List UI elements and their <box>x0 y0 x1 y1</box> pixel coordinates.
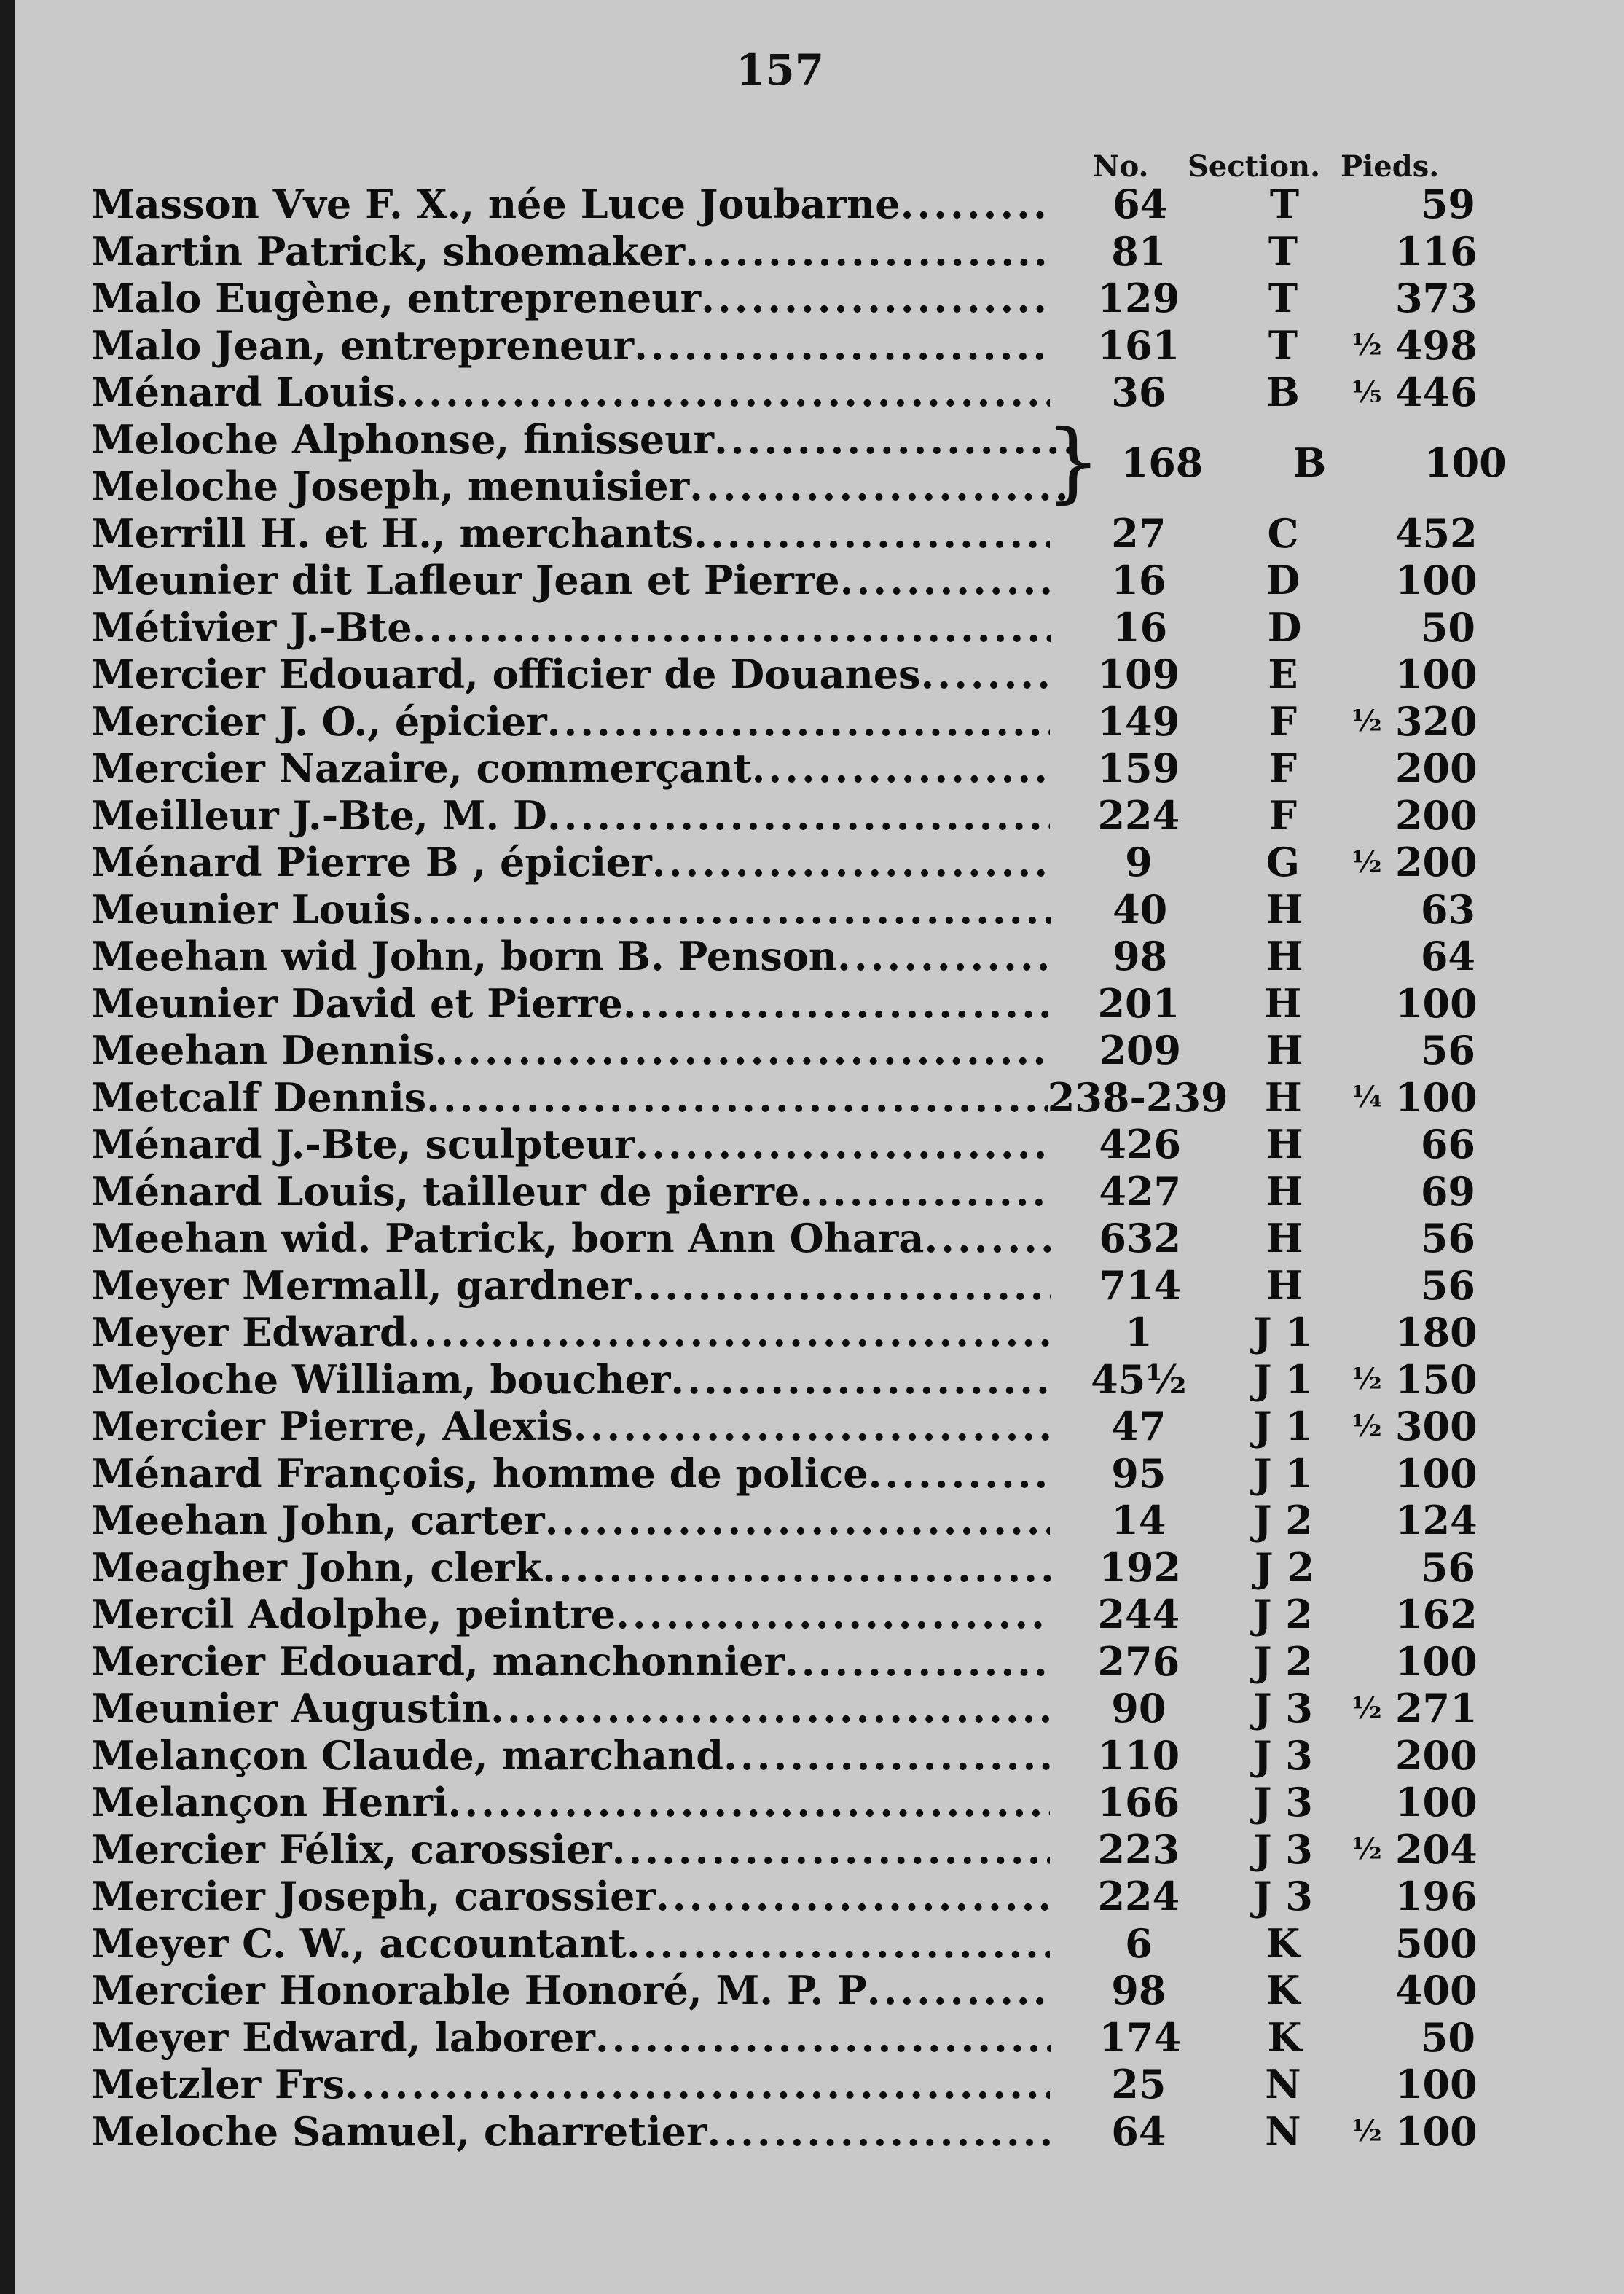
entry-pieds: 150 <box>1394 1355 1478 1403</box>
entry-number: 45½ <box>1091 1355 1187 1403</box>
entry-section: J 2 <box>1252 1591 1313 1638</box>
entry-pieds: 100 <box>1394 1449 1478 1497</box>
entry-section: B <box>1292 439 1327 486</box>
entry-pieds: 56 <box>1420 1543 1475 1591</box>
entry-number: 64 <box>1111 2107 1166 2155</box>
entry-pieds: 300 <box>1394 1403 1478 1450</box>
entry-pieds: 116 <box>1394 227 1478 275</box>
dot-leader <box>701 275 1049 321</box>
entry-row <box>91 275 1478 322</box>
dot-leader <box>868 1450 1050 1497</box>
entry-number: 16 <box>1113 603 1168 651</box>
entry-number: 159 <box>1097 745 1180 792</box>
dot-leader <box>631 1262 1051 1309</box>
entry-fraction: ½ <box>1352 704 1382 739</box>
entry-pieds: 50 <box>1420 2013 1475 2061</box>
entry-section: J 3 <box>1252 1685 1313 1732</box>
entry-name: Meunier dit Lafleur Jean et Pierre <box>91 557 840 604</box>
entry-name: Meagher John, clerk <box>91 1543 543 1591</box>
dot-leader <box>840 557 1050 603</box>
entry-number: 166 <box>1097 1779 1180 1826</box>
entry-name: Meyer Edward, laborer <box>91 2013 595 2061</box>
entry-name: Ménard Louis <box>91 369 396 416</box>
entry-section: H <box>1266 1121 1303 1168</box>
entry-section: H <box>1264 979 1302 1027</box>
entry-row <box>91 745 1478 792</box>
entry-row <box>91 1168 1475 1215</box>
entry-row <box>91 1731 1478 1780</box>
entry-row <box>91 1779 1478 1826</box>
dot-leader <box>623 980 1050 1027</box>
entry-name: Malo Eugène, entrepreneur <box>91 275 702 322</box>
dot-leader <box>689 463 1071 509</box>
directory-entries <box>91 181 1507 2155</box>
entry-row <box>91 1637 1478 1686</box>
entry-number: 109 <box>1097 651 1180 698</box>
entry-fraction: ½ <box>1352 1691 1382 1726</box>
dot-leader <box>396 369 1050 415</box>
entry-number: 110 <box>1097 1731 1180 1779</box>
entry-pieds: 56 <box>1420 1027 1475 1074</box>
entry-number: 714 <box>1099 1261 1182 1309</box>
entry-section: N <box>1265 2061 1301 2108</box>
entry-row <box>91 2061 1478 2108</box>
entry-pieds: 271 <box>1394 1685 1478 1732</box>
dot-leader <box>612 1826 1050 1873</box>
dot-leader <box>447 1779 1049 1825</box>
entry-name: Metcalf Dennis <box>91 1073 427 1121</box>
entry-group <box>91 181 1478 416</box>
dot-leader <box>670 1356 1049 1403</box>
dot-leader <box>434 1027 1051 1073</box>
right-brace: } <box>1046 412 1102 513</box>
entry-pieds: 196 <box>1394 1873 1478 1920</box>
entry-number: 238-239 <box>1047 1073 1228 1121</box>
entry-section: H <box>1266 1027 1303 1074</box>
entry-fraction: ½ <box>1352 2114 1382 2149</box>
entry-section: J 1 <box>1252 1309 1313 1356</box>
entry-pieds: 162 <box>1394 1591 1478 1638</box>
entry-row <box>91 1919 1478 1968</box>
dot-leader <box>542 1544 1051 1591</box>
entry-number: 6 <box>1125 1919 1153 1967</box>
entry-number: 244 <box>1097 1591 1180 1638</box>
entry-row <box>91 1262 1475 1310</box>
entry-name: Meyer Edward <box>91 1309 407 1356</box>
entry-section: E <box>1268 651 1298 698</box>
entry-pieds: 66 <box>1420 1121 1475 1168</box>
entry-number: 209 <box>1099 1027 1182 1074</box>
entry-pieds: 69 <box>1420 1167 1475 1215</box>
entry-name: Ménard Pierre B , épicier <box>91 839 652 886</box>
entry-name: Metzler Frs <box>91 2061 345 2108</box>
entry-name: Meilleur J.-Bte, M. D <box>91 791 547 839</box>
entry-section: C <box>1267 509 1299 557</box>
entry-row <box>91 557 1478 604</box>
entry-section: J 1 <box>1252 1355 1313 1403</box>
entry-pieds: 56 <box>1420 1215 1475 1262</box>
column-header-section: Section. <box>1188 149 1321 184</box>
entry-row <box>91 321 1478 369</box>
entry-name: Meloche William, boucher <box>91 1355 671 1403</box>
dot-leader <box>694 510 1049 557</box>
entry-name: Ménard J.-Bte, sculpteur <box>91 1121 635 1168</box>
entry-section: J 3 <box>1252 1825 1313 1873</box>
entry-pieds: 446 <box>1394 369 1478 416</box>
entry-section: K <box>1267 2013 1302 2061</box>
entry-name: Mercier Honorable Honoré, M. P. P <box>91 1967 867 2014</box>
entry-pieds: 100 <box>1394 2061 1478 2108</box>
entry-pieds: 200 <box>1394 839 1478 886</box>
entry-number: 98 <box>1111 1967 1166 2014</box>
dot-leader <box>837 933 1051 979</box>
entry-number: 14 <box>1111 1497 1166 1544</box>
entry-name: Masson Vve F. X., née Luce Joubarne <box>91 181 901 228</box>
entry-name: Meloche Joseph, menuisier <box>91 463 690 510</box>
entry-section: H <box>1266 1215 1303 1262</box>
dot-leader <box>901 181 1051 227</box>
entry-name: Meyer C. W., accountant <box>91 1919 627 1967</box>
dot-leader <box>547 792 1050 839</box>
entry-row <box>91 1355 1478 1404</box>
entry-name: Mercier Edouard, officier de Douanes <box>91 651 921 698</box>
entry-row <box>91 1497 1478 1544</box>
entry-section: J 1 <box>1252 1403 1313 1450</box>
entry-section: J 2 <box>1255 1543 1314 1591</box>
entry-pieds: 124 <box>1394 1497 1478 1544</box>
dot-leader <box>924 1215 1051 1261</box>
entry-pieds: 204 <box>1394 1825 1478 1873</box>
entry-row <box>91 697 1478 745</box>
dot-leader <box>412 604 1051 651</box>
entry-name: Meehan wid John, born B. Penson <box>91 933 838 980</box>
entry-name: Ménard François, homme de police <box>91 1449 868 1497</box>
dot-leader <box>685 228 1050 275</box>
entry-name: Merrill H. et H., merchants <box>91 509 694 557</box>
dot-leader <box>723 1732 1050 1779</box>
entry-row <box>91 933 1475 980</box>
entry-name: Mercier Nazaire, commerçant <box>91 745 752 792</box>
entry-number: 223 <box>1097 1825 1180 1873</box>
bracketed-names <box>91 416 1071 510</box>
entry-name: Meloche Alphonse, finisseur <box>91 415 714 463</box>
dot-leader <box>627 1920 1050 1967</box>
entry-name: Meunier David et Pierre <box>91 979 623 1027</box>
entry-pieds: 498 <box>1394 321 1478 369</box>
entry-row <box>91 1825 1478 1874</box>
entry-section: H <box>1264 1073 1302 1121</box>
entry-pieds: 100 <box>1394 557 1478 604</box>
dot-leader <box>652 839 1050 885</box>
entry-section: F <box>1268 745 1298 792</box>
entry-section: F <box>1268 697 1298 745</box>
entry-name: Métivier J.-Bte <box>91 603 412 651</box>
dot-leader <box>714 416 1071 463</box>
entry-name: Meehan John, carter <box>91 1497 545 1544</box>
entry-section: F <box>1268 791 1298 839</box>
entry-pieds: 59 <box>1420 181 1475 228</box>
entry-group <box>91 509 1478 2156</box>
entry-name: Meunier Louis <box>91 885 411 933</box>
entry-number: 25 <box>1111 2061 1166 2108</box>
entry-number: 168 <box>1121 439 1204 486</box>
entry-row <box>91 1121 1475 1168</box>
bracketed-name-row <box>91 416 1071 463</box>
entry-section: J 3 <box>1252 1731 1313 1779</box>
entry-section: J 2 <box>1252 1497 1313 1544</box>
entry-name: Mercier Pierre, Alexis <box>91 1403 573 1450</box>
entry-row <box>91 604 1475 651</box>
entry-section: B <box>1266 369 1300 416</box>
entry-name: Malo Jean, entrepreneur <box>91 321 635 369</box>
entry-fraction: ½ <box>1352 1832 1382 1867</box>
entry-name: Meehan Dennis <box>91 1027 435 1074</box>
entry-row <box>91 1073 1478 1121</box>
dot-leader <box>752 745 1050 791</box>
bracketed-name-row <box>91 463 1071 510</box>
entry-section: J 3 <box>1252 1873 1313 1920</box>
entry-row <box>91 1309 1478 1356</box>
entry-pieds: 200 <box>1394 1731 1478 1779</box>
dot-leader <box>656 1873 1050 1919</box>
entry-pieds: 180 <box>1394 1309 1478 1356</box>
entry-pieds: 64 <box>1420 933 1475 980</box>
entry-pieds: 200 <box>1394 745 1478 792</box>
entry-row <box>91 2014 1475 2062</box>
entry-number: 192 <box>1099 1543 1182 1591</box>
entry-pieds: 100 <box>1394 979 1478 1027</box>
entry-pieds: 100 <box>1394 2107 1478 2155</box>
entry-row <box>91 1685 1478 1732</box>
entry-number: 149 <box>1097 697 1180 745</box>
entry-name: Meunier Augustin <box>91 1685 491 1732</box>
entry-row <box>91 509 1478 557</box>
entry-number: 40 <box>1113 885 1168 933</box>
entry-section: G <box>1266 839 1300 886</box>
dot-leader <box>616 1591 1050 1637</box>
entry-name: Mercier Edouard, manchonnier <box>91 1637 785 1685</box>
entry-number: 224 <box>1097 791 1180 839</box>
entry-number: 27 <box>1111 509 1166 557</box>
dot-leader <box>634 322 1049 369</box>
entry-row <box>91 181 1475 228</box>
entry-row <box>91 1027 1475 1074</box>
entry-fraction: ½ <box>1352 1362 1382 1397</box>
entry-fraction: ½ <box>1352 845 1382 880</box>
entry-number: 36 <box>1111 369 1166 416</box>
column-header-no: No. <box>1093 149 1149 184</box>
entry-name: Martin Patrick, shoemaker <box>91 227 686 275</box>
entry-pieds: 500 <box>1394 1919 1478 1967</box>
entry-number: 64 <box>1113 181 1168 228</box>
entry-row <box>91 1967 1478 2014</box>
entry-row <box>91 979 1478 1027</box>
dot-leader <box>407 1309 1050 1355</box>
entry-pieds: 100 <box>1394 1637 1478 1685</box>
dot-leader <box>785 1638 1050 1685</box>
entry-number: 1 <box>1125 1309 1153 1356</box>
entry-fraction: ½ <box>1352 328 1382 363</box>
dot-leader <box>345 2061 1049 2107</box>
entry-number: 201 <box>1097 979 1180 1027</box>
column-header-pieds: Pieds. <box>1341 149 1440 184</box>
entry-row <box>91 1215 1475 1262</box>
dot-leader <box>799 1168 1051 1215</box>
entry-section: H <box>1266 885 1303 933</box>
entry-number: 276 <box>1097 1637 1180 1685</box>
entry-section: T <box>1268 275 1298 322</box>
entry-name: Meyer Mermall, gardner <box>91 1261 632 1309</box>
entry-name: Meehan wid. Patrick, born Ann Ohara <box>91 1215 925 1262</box>
entry-section: H <box>1266 933 1303 980</box>
entry-section: J 1 <box>1252 1449 1313 1497</box>
entry-pieds: 50 <box>1420 603 1475 651</box>
entry-pieds: 100 <box>1394 1779 1478 1826</box>
entry-number: 16 <box>1111 557 1166 604</box>
entry-name: Melançon Henri <box>91 1779 448 1826</box>
entry-row <box>91 1591 1478 1638</box>
entry-section: K <box>1266 1967 1301 2014</box>
dot-leader <box>920 651 1049 697</box>
entry-number: 98 <box>1113 933 1168 980</box>
entry-number: 95 <box>1111 1449 1166 1497</box>
page-number: 157 <box>736 45 825 95</box>
entry-pieds: 63 <box>1420 885 1475 933</box>
dot-leader <box>426 1074 1048 1121</box>
entry-pieds: 320 <box>1394 697 1478 745</box>
entry-number: 632 <box>1099 1215 1182 1262</box>
entry-number: 9 <box>1125 839 1153 886</box>
entry-number: 161 <box>1097 321 1180 369</box>
dot-leader <box>545 1497 1050 1543</box>
entry-row <box>91 369 1478 416</box>
entry-pieds: 100 <box>1394 651 1478 698</box>
entry-pieds: 100 <box>1424 439 1507 486</box>
entry-section: J 2 <box>1252 1637 1313 1685</box>
entry-section: T <box>1269 181 1300 228</box>
entry-number: 224 <box>1097 1873 1180 1920</box>
entry-row <box>91 227 1478 275</box>
entry-row <box>91 651 1478 698</box>
entry-pieds: 400 <box>1394 1967 1478 2014</box>
entry-row <box>91 1873 1478 1920</box>
entry-pieds: 56 <box>1420 1261 1475 1309</box>
entry-number: 81 <box>1111 227 1166 275</box>
entry-section: J 3 <box>1252 1779 1313 1826</box>
entry-section: D <box>1266 557 1301 604</box>
entry-name: Mercier J. O., épicier <box>91 697 547 745</box>
entry-number: 90 <box>1111 1685 1166 1732</box>
entry-row <box>91 886 1475 933</box>
entry-pieds: 100 <box>1394 1073 1478 1121</box>
entry-name: Mercil Adolphe, peintre <box>91 1591 616 1638</box>
entry-number: 426 <box>1099 1121 1182 1168</box>
entry-number: 47 <box>1111 1403 1166 1450</box>
bracketed-entry <box>91 412 1507 513</box>
dot-leader <box>635 1121 1051 1167</box>
entry-fraction: ⅕ <box>1352 375 1382 410</box>
entry-name: Meloche Samuel, charretier <box>91 2107 707 2155</box>
entry-number: 427 <box>1099 1167 1182 1215</box>
entry-row <box>91 1403 1478 1450</box>
dot-leader <box>707 2108 1049 2155</box>
entry-name: Melançon Claude, marchand <box>91 1731 724 1779</box>
entry-row <box>91 791 1478 839</box>
entry-number: 174 <box>1099 2013 1182 2061</box>
entry-pieds: 452 <box>1394 509 1478 557</box>
dot-leader <box>411 886 1051 933</box>
entry-pieds: 200 <box>1394 791 1478 839</box>
entry-pieds: 373 <box>1394 275 1478 322</box>
dot-leader <box>547 698 1050 745</box>
dot-leader <box>867 1967 1050 2013</box>
dot-leader <box>490 1685 1050 1731</box>
entry-row <box>91 1544 1475 1592</box>
entry-name: Mercier Félix, carossier <box>91 1825 612 1873</box>
entry-number: 129 <box>1097 275 1180 322</box>
dot-leader <box>573 1403 1050 1449</box>
entry-section: D <box>1267 603 1302 651</box>
entry-section: K <box>1266 1919 1301 1967</box>
entry-fraction: ¼ <box>1352 1080 1382 1115</box>
entry-section: T <box>1268 321 1298 369</box>
entry-section: N <box>1265 2107 1301 2155</box>
entry-fraction: ½ <box>1352 1409 1382 1444</box>
entry-name: Ménard Louis, tailleur de pierre <box>91 1167 800 1215</box>
entry-row <box>91 839 1478 886</box>
entry-row <box>91 2107 1478 2156</box>
entry-section: H <box>1266 1261 1303 1309</box>
entry-row <box>91 1449 1478 1498</box>
entry-section: T <box>1268 227 1298 275</box>
dot-leader <box>595 2014 1051 2061</box>
entry-section: H <box>1266 1167 1303 1215</box>
entry-name: Mercier Joseph, carossier <box>91 1873 656 1920</box>
